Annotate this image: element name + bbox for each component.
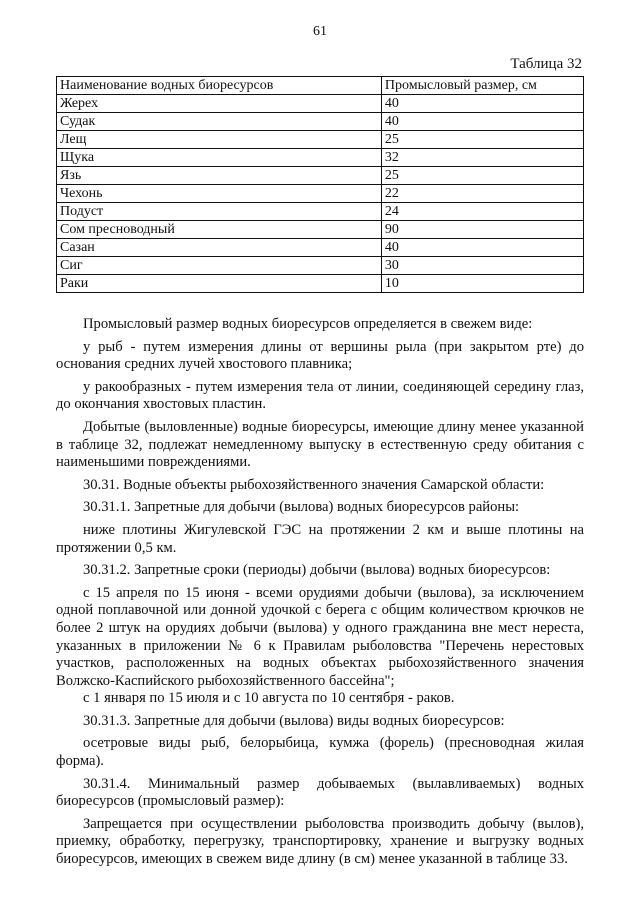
size-cell: 24 bbox=[381, 203, 583, 221]
table-row bbox=[57, 239, 584, 257]
paragraph: у ракообразных - путем измерения тела от линии, соединяющей середину глаз, до окончания хвостовых пластин. bbox=[56, 378, 584, 413]
paragraph: 30.31.4. Минимальный размер добываемых (вылавливаемых) водных биоресурсов (промысловый размер): bbox=[56, 775, 584, 810]
size-cell: 10 bbox=[381, 275, 583, 293]
size-cell: 40 bbox=[381, 113, 583, 131]
table-header-row bbox=[57, 77, 584, 95]
table-caption: Таблица 32 bbox=[510, 56, 582, 72]
table-row bbox=[57, 257, 584, 275]
size-cell: 25 bbox=[381, 167, 583, 185]
size-cell: 22 bbox=[381, 185, 583, 203]
table-row bbox=[57, 95, 584, 113]
species-cell: Раки bbox=[57, 275, 382, 293]
paragraph: с 1 января по 15 июля и с 10 августа по 10 сентября - раков. bbox=[83, 690, 455, 707]
species-cell: Подуст bbox=[57, 203, 382, 221]
paragraph: 30.31.1. Запретные для добычи (вылова) водных биоресурсов районы: bbox=[83, 499, 520, 516]
size-cell: 40 bbox=[381, 95, 583, 113]
paragraph: 30.31.2. Запретные сроки (периоды) добычи (вылова) водных биоресурсов: bbox=[83, 562, 551, 579]
table-row bbox=[57, 221, 584, 239]
table-row bbox=[57, 203, 584, 221]
paragraph: Промысловый размер водных биоресурсов определяется в свежем виде: bbox=[83, 316, 533, 332]
size-cell: 25 bbox=[381, 131, 583, 149]
size-cell: 30 bbox=[381, 257, 583, 275]
paragraph: 30.31. Водные объекты рыбохозяйственного значения Самарской области: bbox=[83, 476, 545, 493]
species-cell: Судак bbox=[57, 113, 382, 131]
page-number: 61 bbox=[313, 24, 327, 39]
species-cell: Лещ bbox=[57, 131, 382, 149]
table-row bbox=[57, 149, 584, 167]
table-row bbox=[57, 167, 584, 185]
species-cell: Чехонь bbox=[57, 185, 382, 203]
header-cell-size: Промысловый размер, см bbox=[381, 77, 583, 95]
size-cell: 90 bbox=[381, 221, 583, 239]
species-cell: Язь bbox=[57, 167, 382, 185]
species-cell: Сиг bbox=[57, 257, 382, 275]
paragraph: у рыб - путем измерения длины от вершины рыла (при закрытом рте) до основания средних лучей хвостового плавника; bbox=[56, 338, 584, 373]
table-row bbox=[57, 275, 584, 293]
table-row bbox=[57, 185, 584, 203]
table-body bbox=[57, 95, 584, 293]
paragraph: с 15 апреля по 15 июня - всеми орудиями добычи (вылова), за исключением одной поплавочной или донной удочкой с берега с общим количеством крючков не более 2 штук на орудиях добычи (вылова) у одного гражданина вне мест нереста, указанных в приложении № 6 к Правилам рыболовства "Перечень нерестовых участков, расположенных на водных объектах рыбохозяйственного значения Волжско-Каспийского рыбохозяйственного бассейна"; bbox=[56, 584, 584, 689]
table-row bbox=[57, 131, 584, 149]
size-cell: 40 bbox=[381, 239, 583, 257]
paragraph: ниже плотины Жигулевской ГЭС на протяжении 2 км и выше плотины на протяжении 0,5 км. bbox=[56, 521, 584, 556]
size-cell: 32 bbox=[381, 149, 583, 167]
paragraph: осетровые виды рыб, белорыбица, кумжа (форель) (пресноводная жилая форма). bbox=[56, 735, 584, 770]
paragraph: Добытые (выловленные) водные биоресурсы, имеющие длину менее указанной в таблице 32, подлежат немедленному выпуску в естественную среду обитания с наименьшими повреждениями. bbox=[56, 418, 584, 471]
species-cell: Сазан bbox=[57, 239, 382, 257]
paragraph: Запрещается при осуществлении рыболовства производить добычу (вылов), приемку, обработку, перегрузку, транспортировку, хранение и выгрузку водных биоресурсов, имеющих в свежем виде длину (в см) менее указанной в таблице 33. bbox=[56, 815, 584, 868]
table-row bbox=[57, 113, 584, 131]
table-header bbox=[57, 77, 584, 95]
species-cell: Жерех bbox=[57, 95, 382, 113]
size-table bbox=[56, 76, 584, 293]
paragraph: 30.31.3. Запретные для добычи (вылова) виды водных биоресурсов: bbox=[83, 712, 505, 729]
species-cell: Щука bbox=[57, 149, 382, 167]
species-cell: Сом пресноводный bbox=[57, 221, 382, 239]
body-text bbox=[56, 316, 584, 874]
header-cell-name: Наименование водных биоресурсов bbox=[57, 77, 382, 95]
